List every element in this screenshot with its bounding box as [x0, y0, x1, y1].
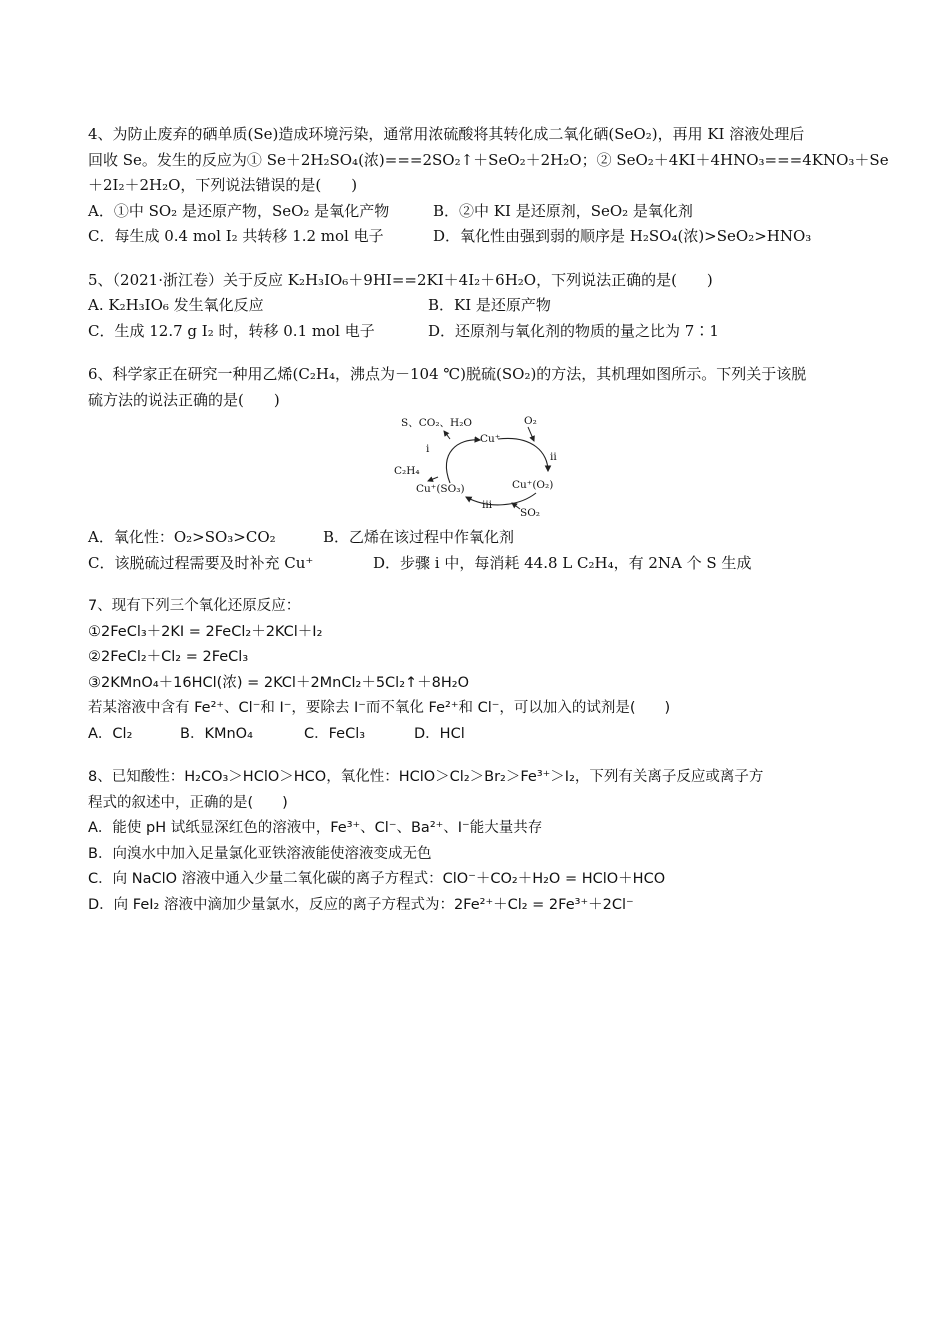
q4-option-a: A．①中 SO₂ 是还原产物，SeO₂ 是氧化产物 [88, 201, 390, 220]
label-step-iii: iii [482, 499, 493, 511]
q4-options-row-2 [88, 224, 868, 250]
question-6 [88, 362, 868, 576]
q4-stem-line-1: 4、为防止废弃的硒单质(Se)造成环境污染，通常用浓硫酸将其转化成二氧化硒(SeO₂)，再用 KI 溶液处理后 [88, 125, 805, 143]
label-cu-plus: Cu⁺ [480, 433, 501, 445]
q5-options-row-1 [88, 293, 868, 319]
label-cu-so3: Cu⁺(SO₃) [416, 483, 465, 495]
q5-stem-line-1: 5、（2021·浙江卷）关于反应 K₂H₃IO₆＋9HI==2KI＋4I₂＋6H₂O，下列说法正确的是( ) [88, 270, 713, 289]
question-7 [88, 594, 868, 747]
q4-options-row-1 [88, 199, 868, 225]
q8-stem-line-1: 8、已知酸性：H₂CO₃＞HClO＞HCO，氧化性：HClO＞Cl₂＞Br₂＞Fe³⁺＞I₂，下列有关离子反应或离子方 [88, 769, 764, 785]
label-o2: O₂ [524, 415, 537, 427]
q7-option-b: B．KMnO₄ [180, 725, 253, 742]
q7-option-d: D．HCl [414, 725, 465, 742]
q6-stem-line-1: 6、科学家正在研究一种用乙烯(C₂H₄，沸点为－104 ℃)脱硫(SO₂)的方法，其机理如图所示。下列关于该脱 [88, 365, 807, 383]
q6-option-b: B．乙烯在该过程中作氧化剂 [323, 528, 515, 546]
document-page [88, 122, 889, 936]
q4-stem-line-2: 回收 Se。发生的反应为① Se＋2H₂SO₄(浓)===2SO₂↑＋SeO₂＋2H₂O；② SeO₂＋4KI＋4HNO₃===4KNO₃＋Se [88, 150, 889, 169]
q7-option-a: A．Cl₂ [88, 725, 133, 742]
q7-reaction-3: ③2KMnO₄＋16HCl(浓) = 2KCl＋2MnCl₂＋5Cl₂↑＋8H₂O [88, 674, 470, 691]
q5-option-d: D．还原剂与氧化剂的物质的量之比为 7∶1 [428, 321, 719, 340]
q7-stem-line-1: 7、现有下列三个氧化还原反应： [88, 598, 301, 614]
q6-option-d: D．步骤 i 中，每消耗 44.8 L C₂H₄，有 2NA 个 S 生成 [373, 553, 752, 572]
label-cu-o2: Cu⁺(O₂) [512, 479, 554, 491]
label-c2h4: C₂H₄ [394, 465, 420, 477]
q5-option-c: C．生成 12.7 g I₂ 时，转移 0.1 mol 电子 [88, 321, 375, 340]
q7-stem-line-5: 若某溶液中含有 Fe²⁺、Cl⁻和 I⁻，要除去 I⁻而不氧化 Fe²⁺和 Cl⁻，可以加入的试剂是( ) [88, 700, 671, 716]
q7-option-c: C．FeCl₃ [304, 725, 366, 742]
question-8 [88, 765, 868, 918]
question-5 [88, 268, 868, 345]
q4-option-c: C．每生成 0.4 mol I₂ 共转移 1.2 mol 电子 [88, 227, 384, 245]
desulfurization-mechanism-diagram [88, 413, 868, 525]
q6-options-row-1 [88, 525, 868, 551]
q8-stem-line-2: 程式的叙述中，正确的是( ) [88, 794, 288, 811]
q6-options-row-2 [88, 551, 868, 577]
label-so2: SO₂ [520, 507, 541, 519]
label-step-i: i [426, 443, 430, 455]
q4-stem-line-3: ＋2I₂＋2H₂O，下列说法错误的是( ) [88, 176, 358, 194]
label-s-co2-h2o: S、CO₂、H₂O [401, 417, 473, 429]
question-4 [88, 122, 889, 250]
label-step-ii: ii [550, 451, 557, 463]
q7-options-row [88, 722, 868, 748]
q8-option-a: A．能使 pH 试纸显深红色的溶液中，Fe³⁺、Cl⁻、Ba²⁺、I⁻能大量共存 [88, 820, 543, 836]
q6-stem-line-2: 硫方法的说法正确的是( ) [88, 390, 280, 409]
q4-option-d: D．氧化性由强到弱的顺序是 H₂SO₄(浓)>SeO₂>HNO₃ [433, 227, 812, 245]
q6-option-a: A．氧化性：O₂>SO₃>CO₂ [88, 528, 276, 546]
q8-option-d: D．向 FeI₂ 溶液中滴加少量氯水，反应的离子方程式为：2Fe²⁺＋Cl₂ = 2Fe³⁺＋2Cl⁻ [88, 896, 634, 913]
q5-options-row-2 [88, 319, 868, 345]
q6-option-c: C．该脱硫过程需要及时补充 Cu⁺ [88, 553, 314, 572]
q5-option-a: A. K₂H₃IO₆ 发生氧化反应 [88, 296, 264, 314]
q8-option-b: B．向溴水中加入足量氯化亚铁溶液能使溶液变成无色 [88, 845, 432, 862]
q8-option-c: C．向 NaClO 溶液中通入少量二氧化碳的离子方程式：ClO⁻＋CO₂＋H₂O = HClO＋HCO [88, 871, 666, 887]
q7-reaction-1: ①2FeCl₃＋2KI = 2FeCl₂＋2KCl＋I₂ [88, 623, 323, 640]
q7-reaction-2: ②2FeCl₂＋Cl₂ = 2FeCl₃ [88, 649, 249, 665]
q4-option-b: B．②中 KI 是还原剂，SeO₂ 是氧化剂 [433, 201, 693, 220]
q5-option-b: B．KI 是还原产物 [428, 296, 551, 314]
